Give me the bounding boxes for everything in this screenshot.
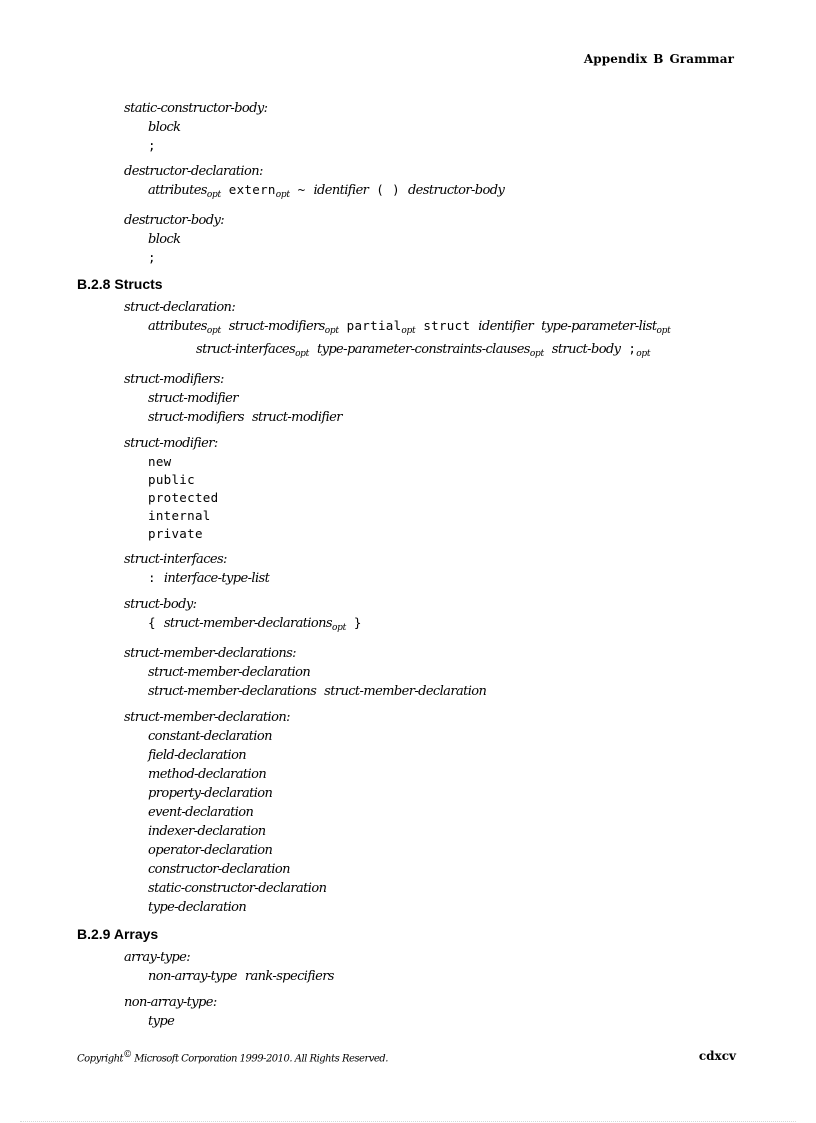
production-destructor-declaration	[124, 163, 816, 204]
nonterminal: type	[148, 1014, 175, 1029]
production-struct-modifier	[124, 435, 816, 543]
production-struct-member-declaration	[124, 709, 816, 917]
terminal: public	[148, 472, 195, 487]
terminal: :	[148, 570, 156, 585]
terminal: struct	[423, 318, 471, 333]
production-destructor-body	[124, 212, 816, 267]
opt-subscript: opt	[295, 349, 309, 359]
nonterminal: block	[148, 232, 181, 247]
terminal: protected	[148, 490, 219, 505]
terminal: ;	[148, 250, 156, 265]
production-name: struct-declaration:	[124, 300, 236, 315]
nonterminal: destructor-body	[407, 183, 505, 198]
opt-subscript: opt	[332, 623, 346, 633]
nonterminal: non-array-type	[148, 969, 237, 984]
production-name: destructor-declaration:	[124, 164, 263, 179]
nonterminal: constant-declaration	[148, 729, 272, 744]
nonterminal: identifier	[313, 183, 369, 198]
production-name: array-type:	[124, 950, 191, 965]
nonterminal: field-declaration	[148, 748, 247, 763]
nonterminal: method-declaration	[148, 767, 267, 782]
nonterminal: interface-type-list	[163, 571, 270, 586]
terminal: partial	[346, 318, 402, 333]
opt-subscript: opt	[206, 190, 221, 200]
opt-subscript: opt	[206, 326, 221, 336]
running-header	[578, 52, 734, 66]
opt-subscript: opt	[656, 326, 671, 336]
terminal: extern	[228, 182, 276, 197]
production-struct-member-declarations	[124, 645, 816, 701]
production-struct-modifiers	[124, 371, 816, 427]
nonterminal: struct-interfaces	[196, 342, 296, 357]
production-non-array-type	[124, 994, 816, 1031]
nonterminal: operator-declaration	[148, 843, 273, 858]
header-title: Grammar	[669, 52, 734, 66]
nonterminal: struct-modifier	[148, 391, 238, 406]
terminal: )	[392, 182, 400, 197]
nonterminal: static-constructor-declaration	[148, 881, 327, 896]
production-name: struct-member-declarations:	[124, 646, 296, 661]
terminal: ~	[297, 182, 306, 197]
nonterminal: struct-member-declarations	[163, 616, 332, 631]
nonterminal: struct-modifiers	[228, 319, 325, 334]
production-static-constructor-body	[124, 100, 816, 155]
nonterminal: identifier	[478, 319, 534, 334]
opt-subscript: opt	[401, 326, 416, 336]
nonterminal: property-declaration	[148, 786, 273, 801]
nonterminal: struct-modifier	[251, 410, 342, 425]
terminal: ;	[628, 341, 637, 356]
terminal: ;	[148, 138, 156, 153]
terminal: new	[148, 454, 172, 469]
header-letter: B	[653, 52, 664, 66]
copyright-symbol: ©	[123, 1050, 132, 1060]
page-number: cdxcv	[698, 1049, 736, 1063]
nonterminal: indexer-declaration	[148, 824, 266, 839]
nonterminal: type-parameter-list	[541, 319, 657, 334]
production-name: struct-interfaces:	[124, 552, 227, 567]
production-name: struct-modifier:	[124, 436, 218, 451]
terminal: private	[148, 526, 203, 541]
opt-subscript: opt	[529, 349, 544, 359]
opt-subscript: opt	[636, 349, 651, 359]
production-name: non-array-type:	[124, 995, 217, 1010]
nonterminal: struct-member-declarations	[148, 684, 317, 699]
header-appendix: Appendix	[583, 52, 648, 66]
nonterminal: struct-modifiers	[148, 410, 244, 425]
nonterminal: struct-member-declaration	[324, 684, 487, 699]
production-name: struct-body:	[124, 597, 197, 612]
copyright-footer	[77, 1050, 388, 1064]
production-name: struct-member-declaration:	[124, 710, 290, 725]
production-struct-declaration	[124, 299, 816, 363]
nonterminal: struct-member-declaration	[148, 665, 311, 680]
nonterminal: attributes	[148, 183, 207, 198]
copyright-text: Microsoft Corporation 1999-2010. All Rights Reserved.	[134, 1053, 388, 1065]
grammar-content	[0, 100, 816, 1039]
terminal: (	[376, 182, 385, 197]
opt-subscript: opt	[324, 326, 339, 336]
production-name: destructor-body:	[124, 213, 225, 228]
nonterminal: attributes	[148, 319, 207, 334]
section-heading-structs: B.2.8 Structs	[77, 276, 163, 292]
nonterminal: event-declaration	[148, 805, 254, 820]
nonterminal: type-declaration	[148, 900, 247, 915]
production-struct-interfaces	[124, 551, 816, 588]
nonterminal: block	[148, 120, 181, 135]
production-array-type	[124, 949, 816, 986]
terminal: {	[148, 615, 156, 630]
nonterminal: type-parameter-constraints-clauses	[316, 342, 530, 357]
nonterminal: rank-specifiers	[244, 969, 334, 984]
nonterminal: constructor-declaration	[148, 862, 290, 877]
opt-subscript: opt	[275, 190, 290, 200]
page-bottom-rule	[20, 1121, 796, 1122]
terminal: internal	[148, 508, 211, 523]
terminal: }	[353, 615, 362, 630]
production-name: struct-modifiers:	[124, 372, 224, 387]
copyright-label: Copyright	[77, 1053, 124, 1065]
production-name: static-constructor-body:	[124, 101, 268, 116]
nonterminal: struct-body	[551, 342, 621, 357]
section-heading-arrays: B.2.9 Arrays	[77, 926, 159, 942]
production-struct-body	[124, 596, 816, 637]
